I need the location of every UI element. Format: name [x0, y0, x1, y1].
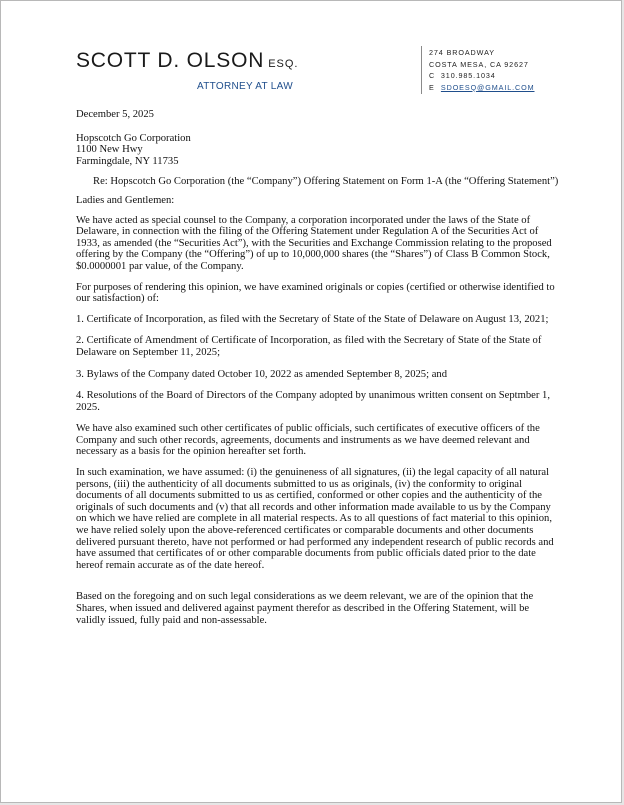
phone-row [429, 70, 535, 82]
attorney-name: SCOTT D. OLSON [76, 49, 265, 72]
phone-label: C [429, 71, 436, 80]
list-item-4: 4. Resolutions of the Board of Directors of the Company adopted by unanimous written consent on Septmber 1, 2025. [76, 390, 550, 413]
recipient-line-3: Farmingdale, NY 11735 [76, 155, 179, 167]
email-row [429, 82, 535, 94]
paragraph-documents-examined: For purposes of rendering this opinion, we have examined originals or copies (certified or otherwise identified to our satisfaction) of: [76, 281, 555, 305]
address-line-2: COSTA MESA, CA 92627 [429, 59, 529, 69]
letterhead-title: ATTORNEY AT LAW [197, 81, 294, 92]
list-item-3: 3. Bylaws of the Company dated October 10, 2022 as amended September 8, 2025; and [76, 368, 447, 380]
email-label: E [429, 82, 435, 92]
address-line-1: 274 BROADWAY [429, 48, 495, 57]
name-suffix: ESQ. [268, 58, 299, 70]
recipient-address [76, 133, 560, 168]
phone-number: 310.985.1034 [440, 71, 496, 80]
salutation: Ladies and Gentlemen: [76, 194, 175, 206]
paragraph-engagement: We have acted as special counsel to the Company, a corporation incorporated under the laws of the State of Delaware, in connection with the filing of the Offering Statement under Regulation A of the Securities Act of 1933, as amended (the “Securities Act”), with the Securities and Exchange Commission relating to the proposed offering by the Company (the “Offering”) of up to 10,000,000 shares (the “Shares”) of Class B Common Stock, $0.0000001 par value, of the Company. [76, 214, 552, 272]
list-item-1: 1. Certificate of Incorporation, as filed with the Secretary of State of the State of Delaware on August 13, 2021; [76, 313, 549, 325]
re-line: Re: Hopscotch Go Corporation (the “Company”) Offering Statement on Form 1-A (the “Offering Statement”) [93, 176, 559, 188]
letterhead-contact [429, 47, 535, 93]
recipient-line-2: 1100 New Hwy [76, 144, 143, 156]
letterhead-divider [421, 46, 422, 94]
letter-body [76, 109, 560, 635]
recipient-line-1: Hopscotch Go Corporation [76, 132, 191, 144]
paragraph-assumptions: In such examination, we have assumed: (i) the genuineness of all signatures, (ii) the legal capacity of all natural persons, (iii) the authenticity of all documents submitted to us as originals, (iv) the conformity to original documents of all documents submitted to us as certified, conformed or other copies and the authenticity of the originals of such documents and (v) that all records and other information made available to us by the Company on which we have relied are complete in all material respects. As to all questions of fact material to this opinion, we have relied solely upon the above-referenced certificates or comparable documents and other documents delivered pursuant thereto, have not performed or had performed any independent research of public records and have assumed that certificates of or other comparable documents from public officials dated prior to the date hereof remain accurate as of the date hereof. [76, 467, 554, 571]
list-item-2: 2. Certificate of Amendment of Certificate of Incorporation, as filed with the Secretary of State of the State of Delaware on September 11, 2025; [76, 335, 542, 358]
email-link[interactable]: SDOESQ@GMAIL.COM [440, 82, 535, 92]
letter-date: December 5, 2025 [76, 109, 154, 120]
paragraph-other-certificates: We have also examined such other certificates of public officials, such certificates of executive officers of the Company and such other records, agreements, documents and instruments as we have deemed relevant and necessary as a basis for the opinion hereafter set forth. [76, 423, 540, 458]
paragraph-opinion: Based on the foregoing and on such legal considerations as we deem relevant, we are of the opinion that the Shares, when issued and delivered against payment therefor as described in the Offering Statement, will be validly issued, fully paid and non-assessable. [76, 591, 534, 626]
letterhead-name [76, 49, 298, 73]
